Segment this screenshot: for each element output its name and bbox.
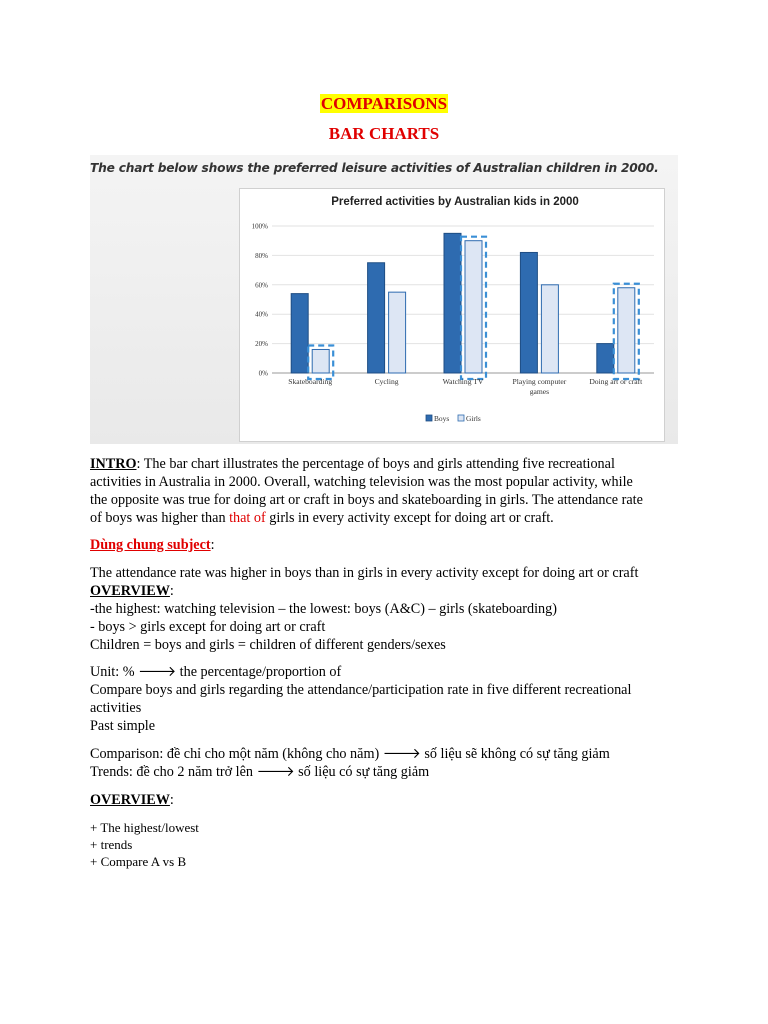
overview2-heading xyxy=(90,791,690,809)
y-tick-label: 100% xyxy=(251,222,268,231)
intro-text-1: : The bar chart illustrates the percentage of boys and girls attending five recreational xyxy=(136,456,615,472)
comparison-line-2: Trends: đề cho 2 năm trở lên 🡒 số liệu có sự tăng giảm xyxy=(90,764,430,780)
overview2-label: OVERVIEW xyxy=(90,792,170,808)
y-tick-label: 20% xyxy=(255,340,268,349)
notes-line-3: Children = boys and girls = children of different genders/sexes xyxy=(90,637,446,653)
y-tick-label: 40% xyxy=(255,310,268,319)
legend-label-boys: Boys xyxy=(434,414,450,423)
overview2-item: + Compare A vs B xyxy=(90,854,187,869)
bar-boys xyxy=(444,233,461,373)
overview2-item: + trends xyxy=(90,837,133,852)
unit-block xyxy=(90,663,690,735)
legend-swatch-girls xyxy=(458,415,464,421)
comparison-line-1: Comparison: đề chỉ cho một năm (không cho năm) 🡒 số liệu sẽ không có sự tăng giảm xyxy=(90,746,610,762)
x-tick-label: games xyxy=(529,387,550,396)
y-tick-label: 60% xyxy=(255,281,268,290)
notes-overview-line xyxy=(90,582,690,600)
unit-line-3: activities xyxy=(90,700,142,716)
bar-girls xyxy=(389,292,406,373)
x-tick-label: Playing computer xyxy=(512,377,567,386)
legend-swatch-boys xyxy=(426,415,432,421)
overview-colon: : xyxy=(169,583,174,599)
intro-text-4a: of boys was higher than xyxy=(90,510,230,526)
y-tick-label: 0% xyxy=(258,369,268,378)
intro-that-of: that of xyxy=(229,510,266,526)
intro-paragraph xyxy=(90,455,690,527)
notes-line-2: - boys > girls except for doing art or craft xyxy=(90,619,326,635)
intro-line-4 xyxy=(90,509,690,527)
x-tick-label: Doing art or craft xyxy=(589,377,643,386)
bar-boys xyxy=(597,344,614,373)
subject-colon: : xyxy=(210,537,215,553)
heading-bar-charts: BAR CHARTS xyxy=(328,124,440,143)
intro-text-4b: girls in every activity except for doing art or craft. xyxy=(265,510,554,526)
bar-boys xyxy=(291,294,308,373)
chart-box xyxy=(239,188,665,442)
unit-line-1: Unit: % 🡒 the percentage/proportion of xyxy=(90,664,342,680)
heading-comparisons xyxy=(0,94,768,114)
bar-girls xyxy=(618,288,635,373)
bar-boys xyxy=(368,263,385,373)
notes-line-1: -the highest: watching television – the lowest: boys (A&C) – girls (skateboarding) xyxy=(90,601,557,617)
unit-line-2: Compare boys and girls regarding the attendance/participation rate in five different recreational xyxy=(90,682,632,698)
bar-girls xyxy=(312,349,329,373)
intro-line-3: the opposite was true for doing art or craft in boys and skateboarding in girls. The attendance rate xyxy=(90,492,643,508)
bar-chart xyxy=(240,189,664,441)
intro-label: INTRO xyxy=(90,456,137,472)
x-tick-label: Watching TV xyxy=(442,377,484,386)
chart-title: Preferred activities by Australian kids in 2000 xyxy=(331,196,579,208)
intro-line-2: activities in Australia in 2000. Overall, watching television was the most popular activity, while xyxy=(90,474,633,490)
subject-label: Dùng chung subject xyxy=(90,537,211,553)
y-tick-label: 80% xyxy=(255,251,268,260)
notes-attendance: The attendance rate was higher in boys than in girls in every activity except for doing art or craft xyxy=(90,565,639,581)
overview2-list xyxy=(90,819,690,870)
heading-comparisons-text: COMPARISONS xyxy=(320,94,448,113)
overview2-item: + The highest/lowest xyxy=(90,820,199,835)
overview-label: OVERVIEW xyxy=(90,583,170,599)
notes-block xyxy=(90,564,690,654)
comparison-block xyxy=(90,745,690,781)
bar-girls xyxy=(541,285,558,373)
unit-line-4: Past simple xyxy=(90,718,156,734)
x-tick-label: Cycling xyxy=(374,377,399,386)
bar-boys xyxy=(520,252,537,373)
chart-figure xyxy=(90,155,678,444)
subject-heading xyxy=(90,536,690,554)
figure-caption: The chart below shows the preferred leisure activities of Australian children in 2000. xyxy=(90,161,659,175)
legend-label-girls: Girls xyxy=(466,414,481,423)
x-tick-label: Skateboarding xyxy=(288,377,333,386)
intro-line-1 xyxy=(90,455,690,473)
overview2-colon: : xyxy=(169,792,174,808)
bar-girls xyxy=(465,241,482,373)
